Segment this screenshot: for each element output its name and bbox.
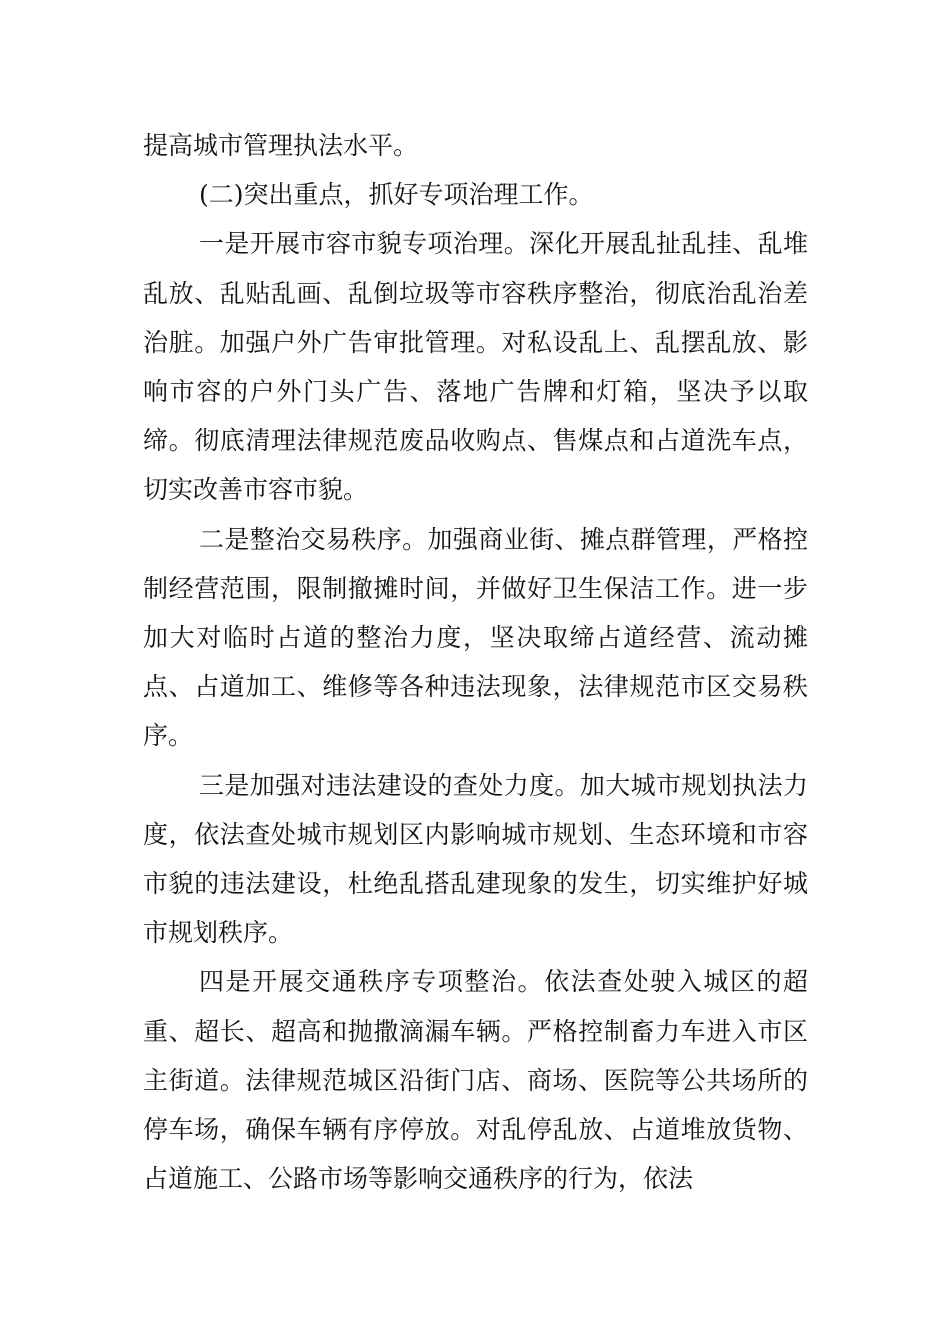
paragraph-trade-order: 二是整治交易秩序。加强商业街、摊点群管理，严格控制经营范围，限制撤摊时间，并做好卫生保洁工作。进一步加大对临时占道的整治力度，坚决取缔占道经营、流动摊点、占道加工、维修等各种违法现象，法律规范市区交易秩序。 — [143, 524, 808, 751]
paragraph-traffic-order: 四是开展交通秩序专项整治。依法查处驶入城区的超重、超长、超高和抛撒滴漏车辆。严格控制畜力车进入市区主街道。法律规范城区沿街门店、商场、医院等公共场所的停车场，确保车辆有序停放。对乱停乱放、占道堆放货物、占道施工、公路市场等影响交通秩序的行为，依法 — [143, 967, 808, 1194]
section-heading: (二)突出重点，抓好专项治理工作。 — [199, 180, 594, 210]
paragraph-illegal-construction: 三是加强对违法建设的查处力度。加大城市规划执法力度，依法查处城市规划区内影响城市规划、生态环境和市容市貌的违法建设，杜绝乱搭乱建现象的发生，切实维护好城市规划秩序。 — [143, 770, 808, 948]
paragraph-city-appearance: 一是开展市容市貌专项治理。深化开展乱扯乱挂、乱堆乱放、乱贴乱画、乱倒垃圾等市容秩序整治，彻底治乱治差治脏。加强户外广告审批管理。对私设乱上、乱摆乱放、影响市容的户外门头广告、落地广告牌和灯箱，坚决予以取缔。彻底清理法律规范废品收购点、售煤点和占道洗车点，切实改善市容市貌。 — [143, 229, 808, 505]
paragraph-continuation: 提高城市管理执法水平。 — [143, 131, 419, 160]
document-body — [143, 121, 808, 1203]
